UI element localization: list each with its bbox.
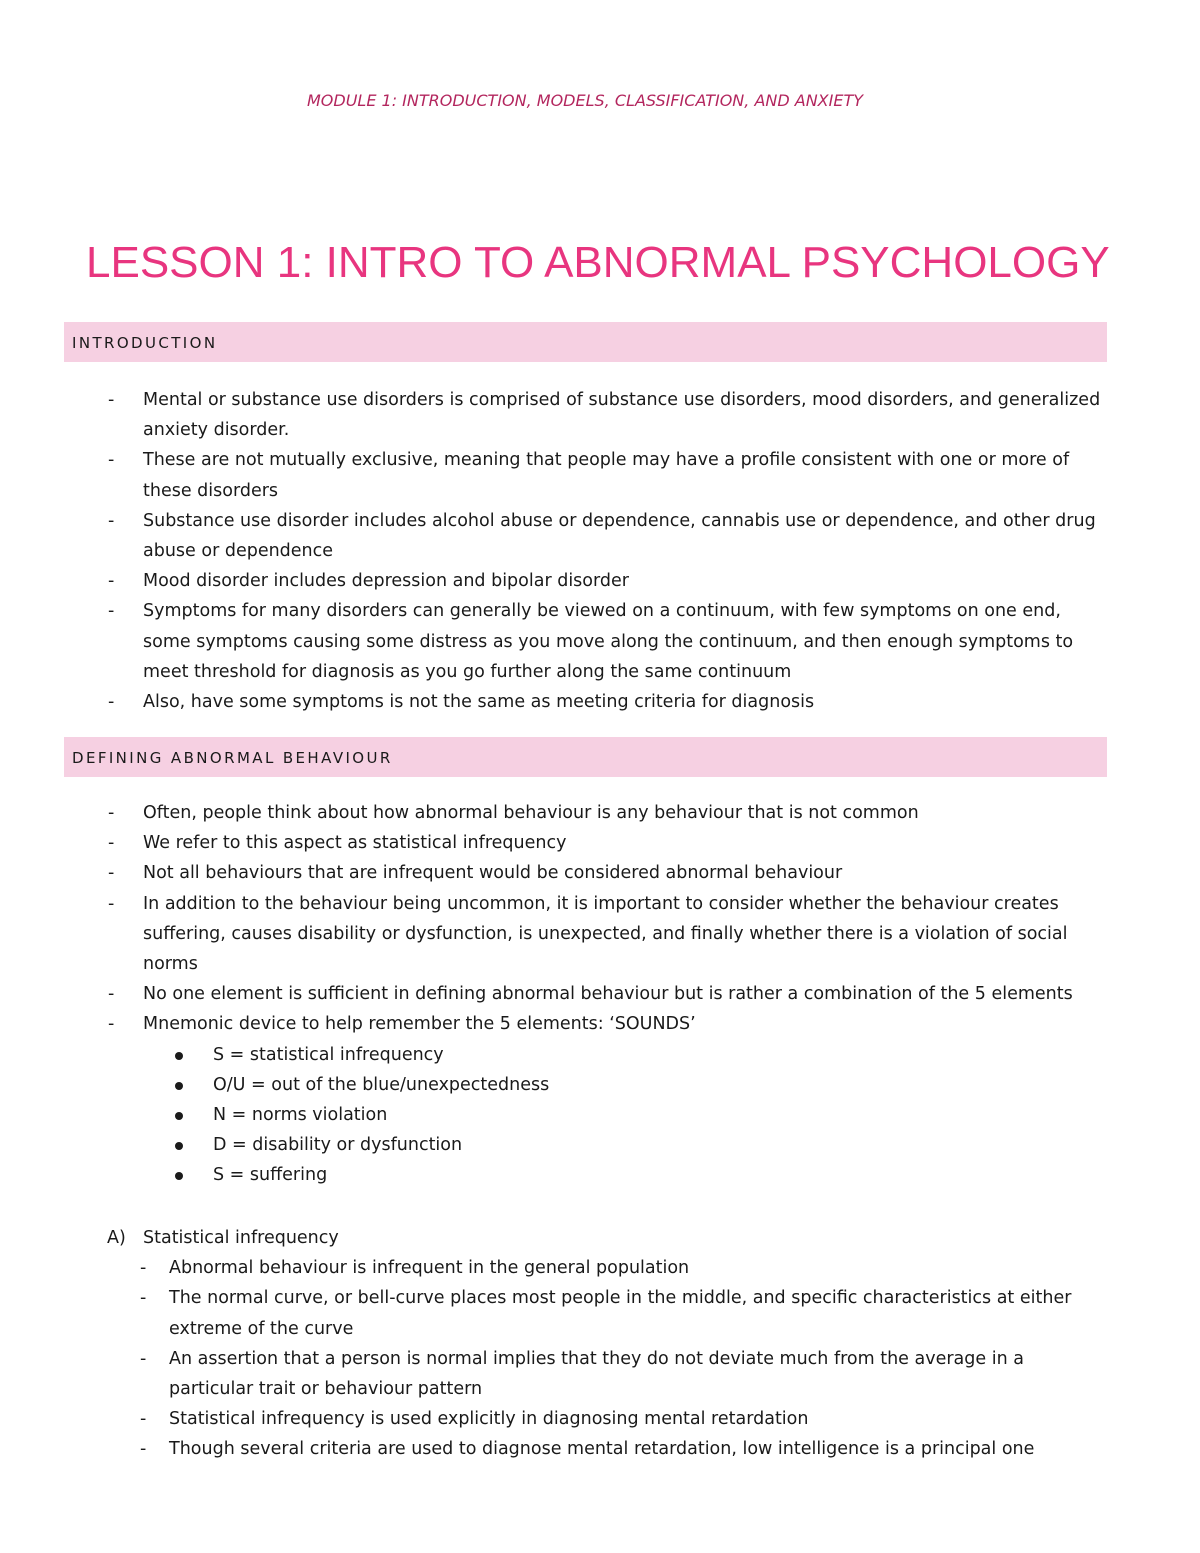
dash-marker: - [108,390,115,410]
dash-marker: - [140,1348,147,1369]
list-item: - The normal curve, or bell-curve places most people in the middle, and specific characteristics at either extreme of the curve [0,1283,1200,1343]
list-item: - No one element is sufficient in defining abnormal behaviour but is rather a combination of the 5 elements [0,979,1200,1009]
list-item: - In addition to the behaviour being uncommon, it is important to consider whether the behaviour creates suffering, causes disability or dysfunction, is unexpected, and finally whether there is a violation of social norms [0,889,1200,980]
list-item: - We refer to this aspect as statistical infrequency [0,828,1200,858]
list-item: - Often, people think about how abnormal behaviour is any behaviour that is not common [0,798,1200,828]
dash-marker: - [108,450,115,471]
dash-marker: - [108,692,115,713]
mnemonic-bullet: S = suffering [0,1160,1200,1190]
section-heading-bar-defining-abnormal-behaviour [64,737,1107,777]
dash-marker: - [108,984,115,1005]
dash-marker: - [108,1014,115,1035]
mnemonic-bullet: N = norms violation [0,1100,1200,1130]
subsection-letter: A) [107,1228,126,1248]
list-item: - Substance use disorder includes alcohol abuse or dependence, cannabis use or dependence, and other drug abuse or dependence [0,506,1200,566]
dash-marker: - [140,1439,147,1460]
mnemonic-bullet: O/U = out of the blue/unexpectedness [0,1070,1200,1100]
mnemonic-bullet: D = disability or dysfunction [0,1130,1200,1160]
dash-marker: - [140,1258,147,1279]
dash-marker: - [108,510,115,531]
list-item: - Mnemonic device to help remember the 5 elements: ‘SOUNDS’ [0,1009,1200,1039]
dash-marker: - [108,863,115,884]
list-item: - Though several criteria are used to diagnose mental retardation, low intelligence is a principal one [0,1434,1200,1464]
list-item: - Mood disorder includes depression and bipolar disorder [0,566,1200,596]
bullet-dot-icon [175,1112,183,1120]
list-item: - Statistical infrequency is used explicitly in diagnosing mental retardation [0,1404,1200,1434]
introduction-list [0,385,1200,717]
defining-abnormal-behaviour-list [0,798,1200,1191]
list-item: - These are not mutually exclusive, meaning that people may have a profile consistent with one or more of these disorders [0,445,1200,505]
dash-marker: - [108,571,115,592]
bullet-dot-icon [175,1082,183,1090]
dash-marker: - [108,893,115,914]
bullet-dot-icon [175,1142,183,1150]
subsection-title: Statistical infrequency [143,1228,339,1248]
bullet-dot-icon [175,1172,183,1180]
list-item: - Not all behaviours that are infrequent would be considered abnormal behaviour [0,858,1200,888]
mnemonic-bullet: S = statistical infrequency [0,1040,1200,1070]
dash-marker: - [108,803,115,823]
dash-marker: - [140,1409,147,1430]
dash-marker: - [108,833,115,854]
subsection-statistical-infrequency [0,1223,1200,1465]
list-item: - Mental or substance use disorders is comprised of substance use disorders, mood disorders, and generalized anxiety disorder. [0,385,1200,445]
list-item: - Symptoms for many disorders can generally be viewed on a continuum, with few symptoms on one end, some symptoms causing some distress as you move along the continuum, and then enough symptoms to meet threshold for diagnosis as you go further along the same continuum [0,596,1200,687]
section-heading: INTRODUCTION [72,334,218,352]
list-item: - An assertion that a person is normal implies that they do not deviate much from the average in a particular trait or behaviour pattern [0,1344,1200,1404]
dash-marker: - [108,601,115,622]
module-header: MODULE 1: INTRODUCTION, MODELS, CLASSIFICATION, AND ANXIETY [306,91,864,110]
section-heading: DEFINING ABNORMAL BEHAVIOUR [72,749,393,767]
lesson-title: LESSON 1: INTRO TO ABNORMAL PSYCHOLOGY [86,238,1110,287]
bullet-dot-icon [175,1052,183,1060]
dash-marker: - [140,1288,147,1309]
subsection-heading [0,1223,1200,1253]
section-heading-bar-introduction [64,322,1107,362]
list-item: - Abnormal behaviour is infrequent in the general population [0,1253,1200,1283]
list-item: - Also, have some symptoms is not the same as meeting criteria for diagnosis [0,687,1200,717]
